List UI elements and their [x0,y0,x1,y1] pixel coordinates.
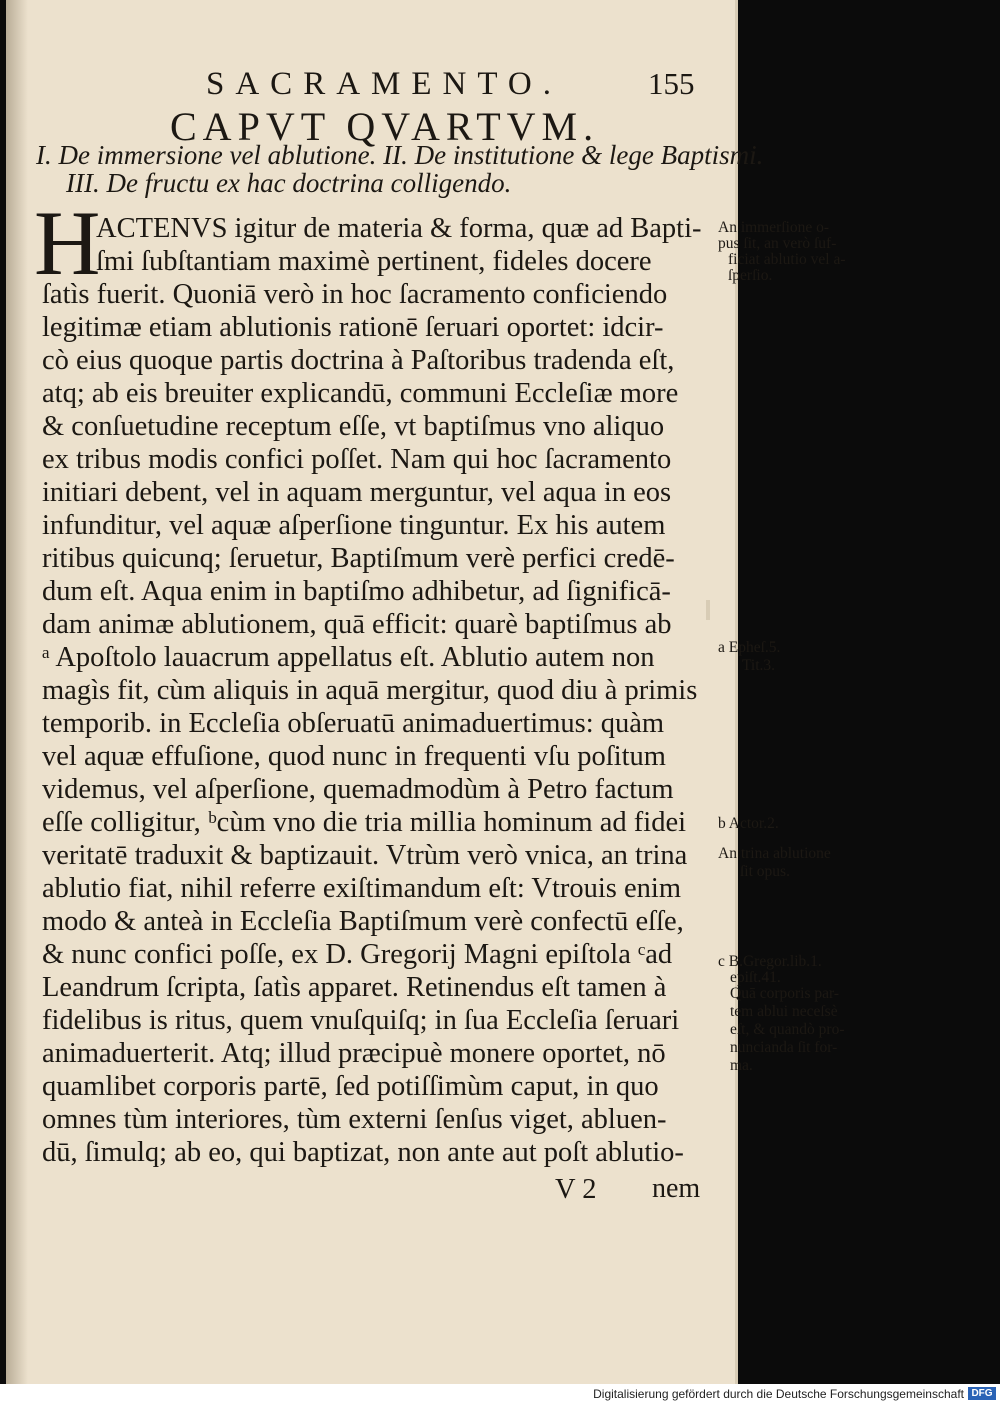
body-line: omnes tùm interiores, tùm externi ſenſus viget, abluen- [42,1104,667,1135]
body-line: quamlibet corporis partē, ſed potiſſimùm caput, in quo [42,1071,659,1102]
body-line: ᵃ Apoſtolo lauacrum appellatus eſt. Ablutio autem non [42,642,655,673]
body-line: videmus, vel aſperſione, quemadmodùm à Petro factum [42,774,674,805]
body-line: eſſe colligitur, ᵇcùm vno die tria millia hominum ad fidei [42,807,687,838]
margin-note: An trina ablutione [718,845,831,862]
margin-note: epiſt.41. [730,969,781,986]
margin-note: Quā corporis par- [730,985,840,1002]
page-gutter-shadow [6,0,28,1384]
chapter-contents-line: III. De fructu ex hac doctrina colligendo. [66,168,512,198]
margin-note: c B.Gregor.lib.1. [718,953,822,970]
margin-note: ma. [730,1057,753,1074]
body-line: ſatìs fuerit. Quoniā verò in hoc ſacramento conficiendo [42,279,668,310]
body-line: temporib. in Eccleſia obſeruatū animaduertimus: quàm [42,708,665,739]
body-line: dum eſt. Aqua enim in baptiſmo adhibetur, ad ſignificā- [42,576,671,607]
body-line: initiari debent, vel in aquam merguntur, vel aqua in eos [42,477,672,508]
margin-note: b Actor.2. [718,815,779,832]
dfg-logo-icon: DFG [968,1387,996,1400]
body-line: infunditur, vel aquæ aſperſione tinguntur. Ex his autem [42,510,666,541]
body-line: ſmi ſubſtantiam maximè pertinent, fideles docere [96,246,652,277]
body-line: & conſuetudine receptum eſſe, vt baptiſmus vno aliquo [42,411,665,442]
margin-note: nuncianda ſit for- [730,1039,838,1056]
body-line: vel aquæ effuſione, quod nunc in frequenti vſu poſitum [42,741,666,772]
funding-credit: Digitalisierung gefördert durch die Deutsche Forschungsgemeinschaft [593,1387,964,1401]
chapter-contents-line: I. De immersione vel ablutione. II. De institutione & lege Baptismi. [36,140,764,170]
margin-note: ficiat ablutio vel a- [728,251,846,268]
body-line: legitimæ etiam ablutionis rationē ſeruari oportet: idcir- [42,312,664,343]
body-line: ex tribus modis confici poſſet. Nam qui hoc ſacramento [42,444,672,475]
margin-note: Tit.3. [742,657,776,674]
body-line: modo & anteà in Eccleſia Baptiſmum verè confectū eſſe, [42,906,684,937]
body-line: Leandrum ſcripta, ſatìs apparet. Retinendus eſt tamen à [42,972,667,1003]
body-line: magìs fit, cùm aliquis in aquā mergitur, quod diu à primis [42,675,698,706]
margin-note: a Epheſ.5. [718,639,781,656]
body-line: & nunc confici poſſe, ex D. Gregorij Magni epiſtola ᶜad [42,939,673,970]
body-line: ACTENVS igitur de materia & forma, quæ ad Bapti- [96,213,702,244]
body-line: ritibus quicunq; ſeruetur, Baptiſmum verè perfici credē- [42,543,675,574]
body-line: dū, ſimulq; ab eo, qui baptizat, non ante aut poſt ablutio- [42,1137,684,1168]
drop-cap-initial: H [34,192,101,294]
running-head: SACRAMENTO. [206,66,563,102]
body-line: fidelibus is ritus, quem vnuſquiſq; in ſua Eccleſia ſeruari [42,1005,680,1036]
catchword: nem [652,1173,701,1204]
signature-mark: V 2 [555,1174,597,1205]
margin-note: ſit opus. [740,863,790,880]
footer-bar [0,1384,1000,1404]
margin-note: An immerſione o- [718,219,830,236]
page-number: 155 [648,66,695,101]
page-edge-notch [706,600,710,620]
margin-note: eſt, & quandò pro- [730,1021,845,1038]
body-line: cò eius quoque partis doctrina à Paſtoribus tradenda eſt, [42,345,675,376]
body-line: atq; ab eis breuiter explicandū, communi Eccleſiæ more [42,378,679,409]
body-line: animaduerterit. Atq; illud præcipuè monere oportet, nō [42,1038,666,1069]
chapter-title: CAPVT QVARTVM. [170,104,600,149]
margin-note: pus ſit, an verò ſuf- [718,235,837,252]
margin-note: tem ablui neceſsè [730,1003,838,1020]
body-line: dam animæ ablutionem, quā efficit: quarè baptiſmus ab [42,609,672,640]
margin-note: ſperſio. [728,267,773,284]
body-line: veritatē traduxit & baptizauit. Vtrùm verò vnica, an trina [42,840,688,871]
body-line: ablutio fiat, nihil referre exiſtimandum eſt: Vtrouis enim [42,873,681,904]
